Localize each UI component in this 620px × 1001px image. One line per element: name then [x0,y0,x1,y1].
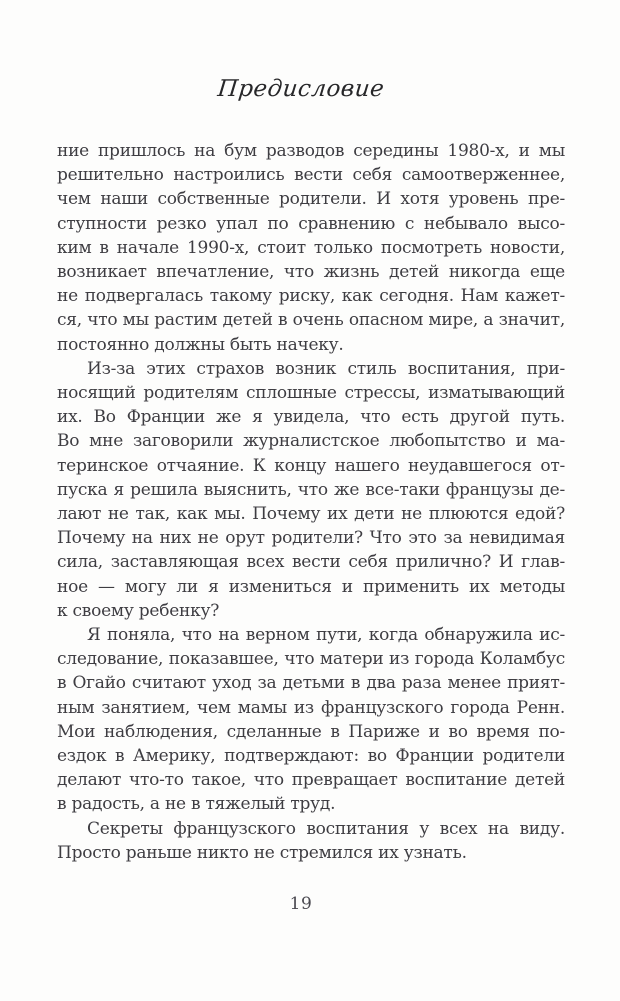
chapter-header: Предисловие [216,76,386,102]
text-line: не подвергалась такому риску, как сегодня. Нам кажет- [57,286,565,307]
text-line: возникает впечатление, что жизнь детей никогда еще [57,262,565,283]
text-line: чем наши собственные родители. И хотя уровень пре- [57,189,565,210]
text-line: их. Во Франции же я увидела, что есть другой путь. [57,407,565,428]
paragraph [57,139,565,357]
paragraph [57,817,565,865]
text-line: к своему ребенку? [57,600,220,621]
text-line: постоянно должны быть начеку. [57,334,344,355]
text-line: лают не так, как мы. Почему их дети не плюются едой? [57,504,565,525]
text-line: Из-за этих страхов возник стиль воспитания, при- [87,358,565,379]
text-line: решительно настроились вести себя самоотверженнее, [57,165,565,186]
text-line: ким в начале 1990-х, стоит только посмотреть новости, [57,237,565,258]
text-line: пуска я решила выяснить, что же все-таки французы де- [57,479,565,500]
paragraph [57,623,565,817]
body-text [57,139,565,865]
text-line: следование, показавшее, что матери из города Коламбус [57,649,565,670]
text-line: ступности резко упал по сравнению с небывало высо- [57,213,565,234]
text-line: ным занятием, чем мамы из французского города Ренн. [57,697,565,718]
text-line: Просто раньше никто не стремился их узнать. [57,842,467,863]
text-line: сила, заставляющая всех вести себя прилично? И глав- [57,552,565,573]
text-line: ние пришлось на бум разводов середины 1980-х, и мы [57,141,565,161]
text-line: Секреты французского воспитания у всех на виду. [87,818,565,839]
text-line: Почему на них не орут родители? Что это за невидимая [57,528,565,549]
text-line: Во мне заговорили журналистское любопытство и ма- [57,431,565,452]
text-line: делают что-то такое, что превращает воспитание детей [57,770,565,791]
text-line: теринское отчаяние. К концу нашего неудавшегося от- [57,455,565,476]
text-line: ся, что мы растим детей в очень опасном мире, а значит, [57,310,565,331]
text-line: ное — могу ли я измениться и применить их методы [57,576,565,597]
text-line: Я поняла, что на верном пути, когда обнаружила ис- [87,625,565,646]
text-line: в радость, а не в тяжелый труд. [57,794,336,815]
text-line: Мои наблюдения, сделанные в Париже и во время по- [57,721,565,742]
text-line: носящий родителям сплошные стрессы, изматывающий [57,383,565,404]
text-line: ездок в Америку, подтверждают: во Франции родители [57,746,565,767]
paragraph [57,357,565,623]
page-number: 19 [289,894,313,914]
text-line: в Огайо считают уход за детьми в два раза менее прият- [57,673,565,694]
